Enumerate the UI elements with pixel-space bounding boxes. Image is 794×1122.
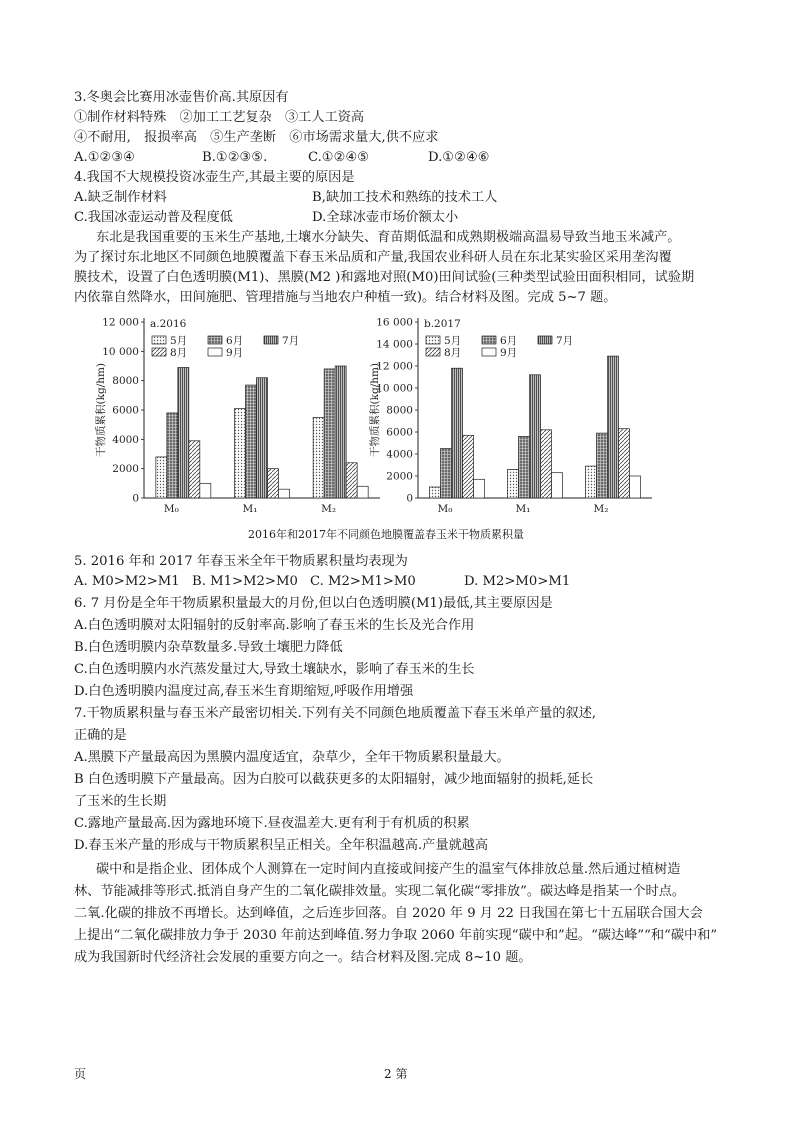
passage2-line5: 成为我国新时代经济社会发展的重要方向之一。结合材料及图.完成 8~10 题。 — [74, 950, 532, 965]
bar — [463, 435, 474, 498]
bar — [552, 473, 563, 498]
y-tick-label: 14 000 — [376, 338, 413, 351]
bar — [474, 479, 485, 498]
q4-options-row2 — [74, 208, 458, 228]
legend-swatch — [426, 336, 440, 344]
bar — [279, 489, 290, 498]
legend-label: 5月 — [170, 335, 188, 347]
legend-swatch — [538, 336, 552, 344]
legend-label: 7月 — [556, 335, 574, 347]
bar — [313, 417, 324, 498]
q5-stem: 5. 2016 年和 2017 年春玉米全年干物质累积量均表现为 — [74, 554, 408, 569]
q4-option-a[interactable]: A.缺乏制作材料 — [74, 190, 167, 205]
bar — [324, 369, 335, 498]
y-tick-label: 6000 — [386, 426, 413, 439]
y-tick-label: 10 000 — [102, 345, 139, 358]
bar — [619, 429, 630, 498]
legend-label: 9月 — [226, 347, 244, 359]
bar — [430, 487, 441, 498]
legend-swatch — [152, 336, 166, 344]
chart-title: a.2016 — [150, 318, 187, 330]
q3-options — [74, 148, 490, 168]
q4-option-b[interactable]: B,缺加工技术和熟练的技术工人 — [312, 190, 498, 205]
passage2-line4: 上提出“二氧化碳排放力争于 2030 年前达到峰值.努力争取 2060 年前实现“碳中和”起。“碳达峰”“和“碳中和” — [74, 928, 718, 943]
bar — [508, 469, 519, 498]
bar — [178, 367, 189, 498]
passage2-line3: 二氧.化碳的排放不再增长。达到峰值，之后连步回落。自 2020 年 9 月 22 日我国在第七十五届联合国大会 — [74, 906, 703, 921]
bar-chart-2016 — [84, 312, 384, 524]
q3-choices-line1: ①制作材料特殊 ②加工工艺复杂 ③工人工资高 — [74, 110, 365, 125]
bar — [246, 385, 257, 498]
footer-left: 页 — [74, 1067, 87, 1081]
q6-option-d[interactable]: D.白色透明膜内温度过高,春玉米生育期缩短,呼吸作用增强 — [74, 684, 414, 699]
chart-caption: 2016年和2017年不同颜色地膜覆盖春玉米干物质累积量 — [248, 528, 524, 541]
q3-stem: 3.冬奥会比赛用冰壶售价高.其原因有 — [74, 90, 289, 105]
y-axis-label: 干物质累积(kg/hm) — [369, 362, 381, 458]
bar — [167, 413, 178, 498]
q7-option-c[interactable]: C.露地产量最高.因为露地环境下.昼夜温差大.更有利于有机质的积累 — [74, 816, 470, 831]
bar — [441, 449, 452, 499]
legend-label: 6月 — [226, 335, 244, 347]
x-category-label: M₂ — [593, 503, 609, 515]
q4-option-d[interactable]: D.全球冰壶市场价额太小 — [312, 210, 459, 225]
bar — [597, 433, 608, 498]
q3-option-c[interactable]: C.①②④⑤ — [308, 150, 370, 165]
y-tick-label: 4000 — [386, 448, 413, 461]
y-tick-label: 12 000 — [376, 360, 413, 373]
x-category-label: M₁ — [515, 503, 531, 515]
passage2-line1: 碳中和是指企业、团体成个人测算在一定时间内直接或间接产生的温室气体排放总量.然后通过植树造 — [96, 862, 681, 877]
bar — [608, 356, 619, 498]
page-number: 2 第 — [384, 1067, 408, 1081]
q5-option-b[interactable]: B. M1>M2>M0 — [192, 574, 298, 589]
y-tick-label: 12 000 — [102, 316, 139, 329]
q5-option-c[interactable]: C. M2>M1>M0 — [310, 574, 416, 589]
passage1-line4: 内依靠自然降水，田间施肥、管理措施与当地农户种植一致)。结合材料及图。完成 5~7 题。 — [74, 290, 617, 305]
bar — [156, 457, 167, 498]
legend-swatch — [208, 348, 222, 356]
q3-option-d[interactable]: D.①②④⑥ — [428, 150, 490, 165]
legend-swatch — [426, 348, 440, 356]
bar — [541, 430, 552, 498]
bar — [189, 441, 200, 498]
bar — [519, 436, 530, 498]
x-category-label: M₁ — [242, 503, 258, 515]
bar — [452, 368, 463, 498]
q7-option-d[interactable]: D.春玉米产量的形成与干物质累积呈正相关。全年积温越高.产量就越高 — [74, 838, 489, 853]
legend-swatch — [264, 336, 278, 344]
legend-swatch — [482, 348, 496, 356]
y-tick-label: 0 — [132, 492, 139, 505]
q6-stem: 6. 7 月份是全年干物质累积量最大的月份,但以白色透明膜(M1)最低,其主要原因是 — [74, 596, 553, 611]
bar — [586, 466, 597, 498]
q6-option-b[interactable]: B.白色透明膜内杂草数量多.导致土壤肥力降低 — [74, 640, 343, 655]
y-tick-label: 6000 — [112, 404, 139, 417]
bar — [530, 375, 541, 498]
q5-option-d[interactable]: D. M2>M0>M1 — [464, 574, 571, 589]
y-axis-label: 干物质累积(kg/hm) — [95, 362, 107, 458]
y-tick-label: 2000 — [386, 470, 413, 483]
x-category-label: M₀ — [437, 503, 453, 515]
bar — [235, 409, 246, 498]
legend-label: 8月 — [444, 347, 462, 359]
legend-swatch — [208, 336, 222, 344]
q3-choices-line2: ④不耐用, 报损率高 ⑤生产垄断 ⑥市场需求量大,供不应求 — [74, 130, 439, 145]
q4-stem: 4.我国不大规模投资冰壶生产,其最主要的原因是 — [74, 170, 355, 185]
q6-option-a[interactable]: A.白色透明膜对太阳辐射的反射率高.影响了春玉米的生长及光合作用 — [74, 618, 475, 633]
bar-chart-2017 — [356, 312, 656, 524]
q5-option-a[interactable]: A. M0>M2>M1 — [74, 574, 180, 589]
bar — [268, 469, 279, 498]
bar — [200, 483, 211, 498]
q5-options — [74, 572, 570, 592]
chart-title: b.2017 — [424, 318, 461, 330]
bar — [335, 366, 346, 498]
y-tick-label: 8000 — [386, 404, 413, 417]
q7-option-a[interactable]: A.黑膜下产量最高因为黑膜内温度适宜，杂草少，全年干物质累积量最大。 — [74, 750, 510, 765]
y-tick-label: 4000 — [112, 433, 139, 446]
legend-label: 6月 — [500, 335, 518, 347]
passage1-line1: 东北是我国重要的玉米生产基地,土壤水分缺失、育苗期低温和成熟期极端高温易导致当地玉米减产。 — [96, 230, 681, 245]
x-category-label: M₂ — [321, 503, 337, 515]
y-tick-label: 2000 — [112, 463, 139, 476]
legend-label: 7月 — [282, 335, 300, 347]
y-tick-label: 10 000 — [376, 382, 413, 395]
legend-swatch — [152, 348, 166, 356]
y-tick-label: 0 — [406, 492, 413, 505]
x-category-label: M₀ — [163, 503, 179, 515]
q3-option-a[interactable]: A.①②③④ — [74, 150, 136, 165]
passage1-line2: 为了探讨东北地区不同颜色地膜覆盖下春玉米品质和产量,我国农业科研人员在东北某实验区采用垄沟覆 — [74, 250, 672, 265]
legend-swatch — [482, 336, 496, 344]
legend-label: 5月 — [444, 335, 462, 347]
passage2-line2: 林、节能减排等形式.抵消自身产生的二氧化碳排效量。实现二氧化碳“零排放”。碳达峰是指某一个时点。 — [74, 884, 686, 899]
q7-stem-line2: 正确的是 — [74, 728, 127, 743]
q4-options-row1 — [74, 188, 497, 208]
q7-option-b-line1[interactable]: B 白色透明膜下产量最高。因为白胶可以截获更多的太阳辐射，减少地面辐射的损耗,延长 — [74, 772, 594, 787]
q7-stem-line1: 7.干物质累积量与春玉米产最密切相关.下列有关不同颜色地质覆盖下春玉米单产量的叙述, — [74, 706, 597, 721]
q6-option-c[interactable]: C.白色透明膜内水汽蒸发量过大,导致土壤缺水，影响了春玉米的生长 — [74, 662, 475, 677]
passage1-line3: 膜技术，设置了白色透明膜(M1)、黑膜(M2 )和露地对照(M0)田间试验(三种类型试验田面积相同，试验期 — [74, 270, 695, 285]
q4-option-c[interactable]: C.我国冰壶运动普及程度低 — [74, 210, 233, 225]
q3-option-b[interactable]: B.①②③⑤. — [202, 150, 268, 165]
bar — [630, 476, 641, 498]
y-tick-label: 8000 — [112, 375, 139, 388]
q7-option-b-line2[interactable]: 了玉米的生长期 — [74, 794, 167, 809]
legend-label: 9月 — [500, 347, 518, 359]
legend-label: 8月 — [170, 347, 188, 359]
y-tick-label: 16 000 — [376, 316, 413, 329]
bar — [257, 378, 268, 498]
